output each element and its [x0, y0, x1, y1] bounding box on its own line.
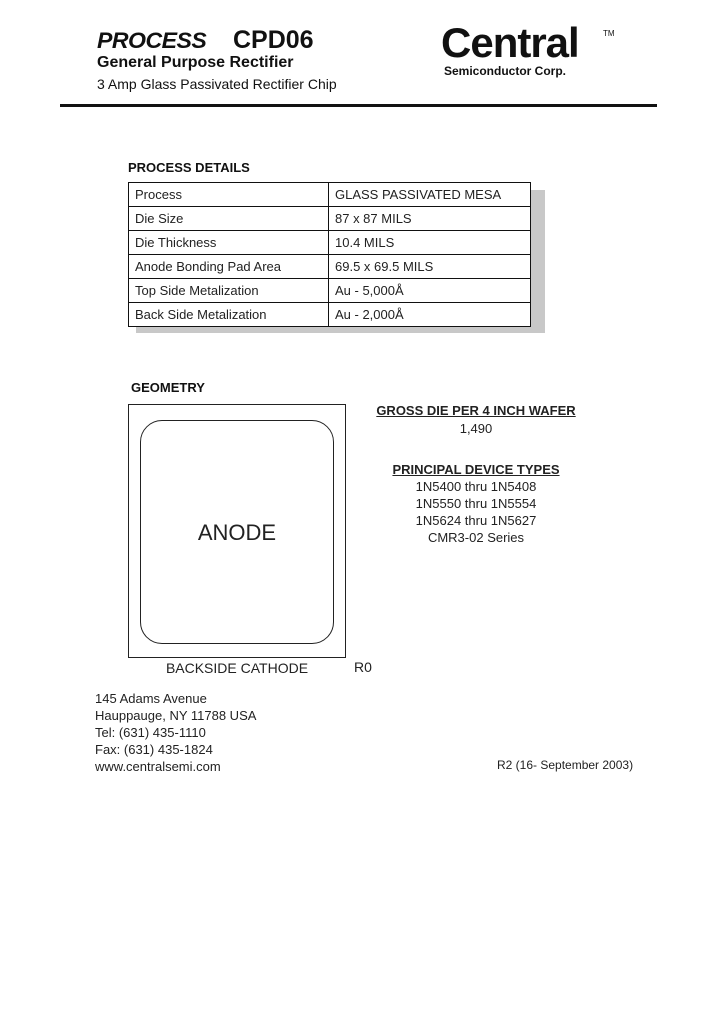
- table-cell-value: 10.4 MILS: [329, 231, 531, 255]
- document-subtitle: General Purpose Rectifier: [97, 54, 294, 71]
- device-type-item: 1N5400 thru 1N5408: [415, 479, 537, 494]
- table-cell-value: Au - 2,000Å: [329, 303, 531, 327]
- table-row: [129, 303, 531, 327]
- revision-date: R2 (16- September 2003): [497, 758, 634, 772]
- geometry-revision: R0: [354, 659, 372, 675]
- fax-line: Fax: (631) 435-1824: [95, 742, 213, 757]
- company-logo: Central: [441, 19, 579, 66]
- device-type-item: CMR3-02 Series: [427, 530, 525, 545]
- table-cell-label: Process: [129, 183, 329, 207]
- device-type-item: 1N5550 thru 1N5554: [415, 496, 537, 511]
- table-cell-label: Top Side Metalization: [129, 279, 329, 303]
- device-types-heading: PRINCIPAL DEVICE TYPES: [392, 462, 560, 477]
- company-logo-subtitle: Semiconductor Corp.: [444, 64, 567, 78]
- gross-die-value: 1,490: [459, 421, 493, 436]
- table-cell-value: 87 x 87 MILS: [329, 207, 531, 231]
- table-row: [129, 183, 531, 207]
- part-number: CPD06: [233, 26, 314, 54]
- table-row: [129, 255, 531, 279]
- address-line: 145 Adams Avenue: [95, 691, 207, 706]
- header-divider: [60, 104, 657, 107]
- table-cell-label: Die Thickness: [129, 231, 329, 255]
- process-details-title: PROCESS DETAILS: [128, 160, 250, 175]
- table-cell-label: Die Size: [129, 207, 329, 231]
- geometry-title: GEOMETRY: [131, 380, 205, 395]
- website-link[interactable]: www.centralsemi.com: [95, 759, 221, 774]
- document-description: 3 Amp Glass Passivated Rectifier Chip: [97, 76, 337, 92]
- process-details-table: [128, 182, 531, 327]
- gross-die-heading: GROSS DIE PER 4 INCH WAFER: [376, 403, 576, 418]
- table-cell-label: Back Side Metalization: [129, 303, 329, 327]
- table-row: [129, 279, 531, 303]
- table-row: [129, 231, 531, 255]
- trademark-mark: TM: [603, 29, 615, 38]
- address-line: Hauppauge, NY 11788 USA: [95, 708, 257, 723]
- anode-pad-label: ANODE: [197, 520, 277, 545]
- device-type-item: 1N5624 thru 1N5627: [415, 513, 537, 528]
- table-cell-value: Au - 5,000Å: [329, 279, 531, 303]
- table-cell-value: 69.5 x 69.5 MILS: [329, 255, 531, 279]
- table-row: [129, 207, 531, 231]
- phone-line: Tel: (631) 435-1110: [95, 725, 206, 740]
- backside-label: BACKSIDE CATHODE: [165, 660, 309, 676]
- process-heading: PROCESS: [97, 28, 207, 53]
- table-cell-label: Anode Bonding Pad Area: [129, 255, 329, 279]
- table-cell-value: GLASS PASSIVATED MESA: [329, 183, 531, 207]
